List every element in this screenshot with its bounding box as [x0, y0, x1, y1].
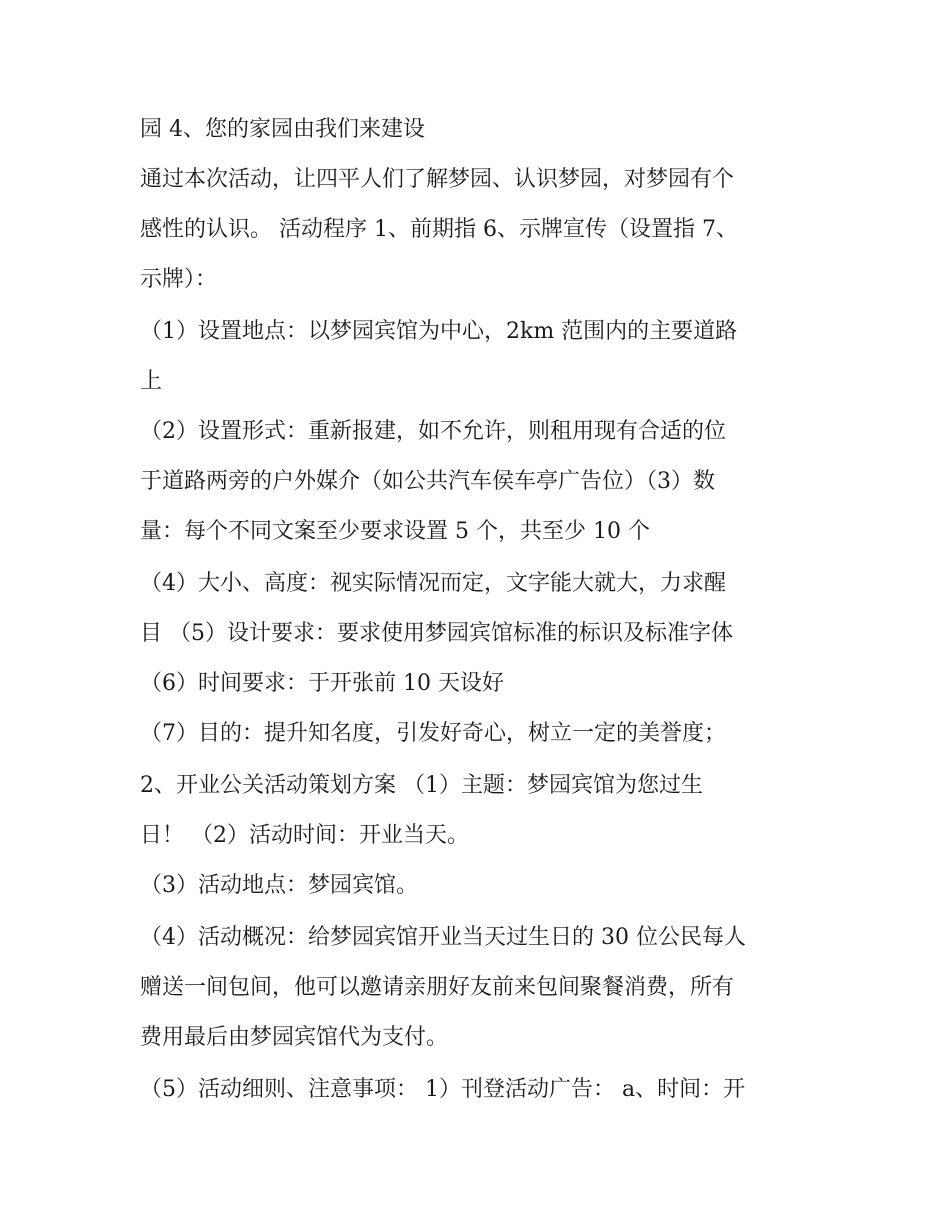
text-line: （3）活动地点：梦园宾馆。: [140, 873, 418, 898]
text-line: 目 （5）设计要求：要求使用梦园宾馆标准的标识及标准字体: [140, 621, 733, 646]
text-line: （4）活动概况：给梦园宾馆开业当天过生日的 30 位公民每人: [140, 925, 746, 950]
text-line: （6）时间要求：于开张前 10 天设好: [140, 671, 504, 696]
text-line: 赠送一间包间，他可以邀请亲朋好友前来包间聚餐消费，所有: [140, 975, 735, 1000]
text-line: 上: [140, 369, 163, 394]
text-line: 日！ （2）活动时间：开业当天。: [140, 823, 469, 848]
text-line: 费用最后由梦园宾馆代为支付。: [140, 1025, 449, 1050]
text-line: （5）活动细则、注意事项： 1）刊登活动广告： a、时间：开: [140, 1077, 746, 1102]
text-line: （7）目的：提升知名度，引发好奇心，树立一定的美誉度；: [140, 721, 726, 746]
text-line: （2）设置形式：重新报建，如不允许，则租用现有合适的位: [140, 419, 726, 444]
text-line: （1）设置地点：以梦园宾馆为中心，2km 范围内的主要道路: [140, 319, 738, 344]
text-line: 2、开业公关活动策划方案 （1）主题：梦园宾馆为您过生: [140, 773, 703, 798]
text-line: 于道路两旁的户外媒介（如公共汽车侯车亭广告位）（3）数: [140, 469, 715, 494]
text-line: 园 4、您的家园由我们来建设: [140, 117, 425, 142]
text-line: 示牌）：: [140, 267, 218, 292]
text-line: 感性的认识。 活动程序 1、前期指 6、示牌宣传（设置指 7、: [140, 217, 738, 242]
text-line: 量：每个不同文案至少要求设置 5 个，共至少 10 个: [140, 519, 650, 544]
text-line: 通过本次活动，让四平人们了解梦园、认识梦园，对梦园有个: [140, 167, 735, 192]
text-line: （4）大小、高度：视实际情况而定，文字能大就大，力求醒: [140, 571, 726, 596]
